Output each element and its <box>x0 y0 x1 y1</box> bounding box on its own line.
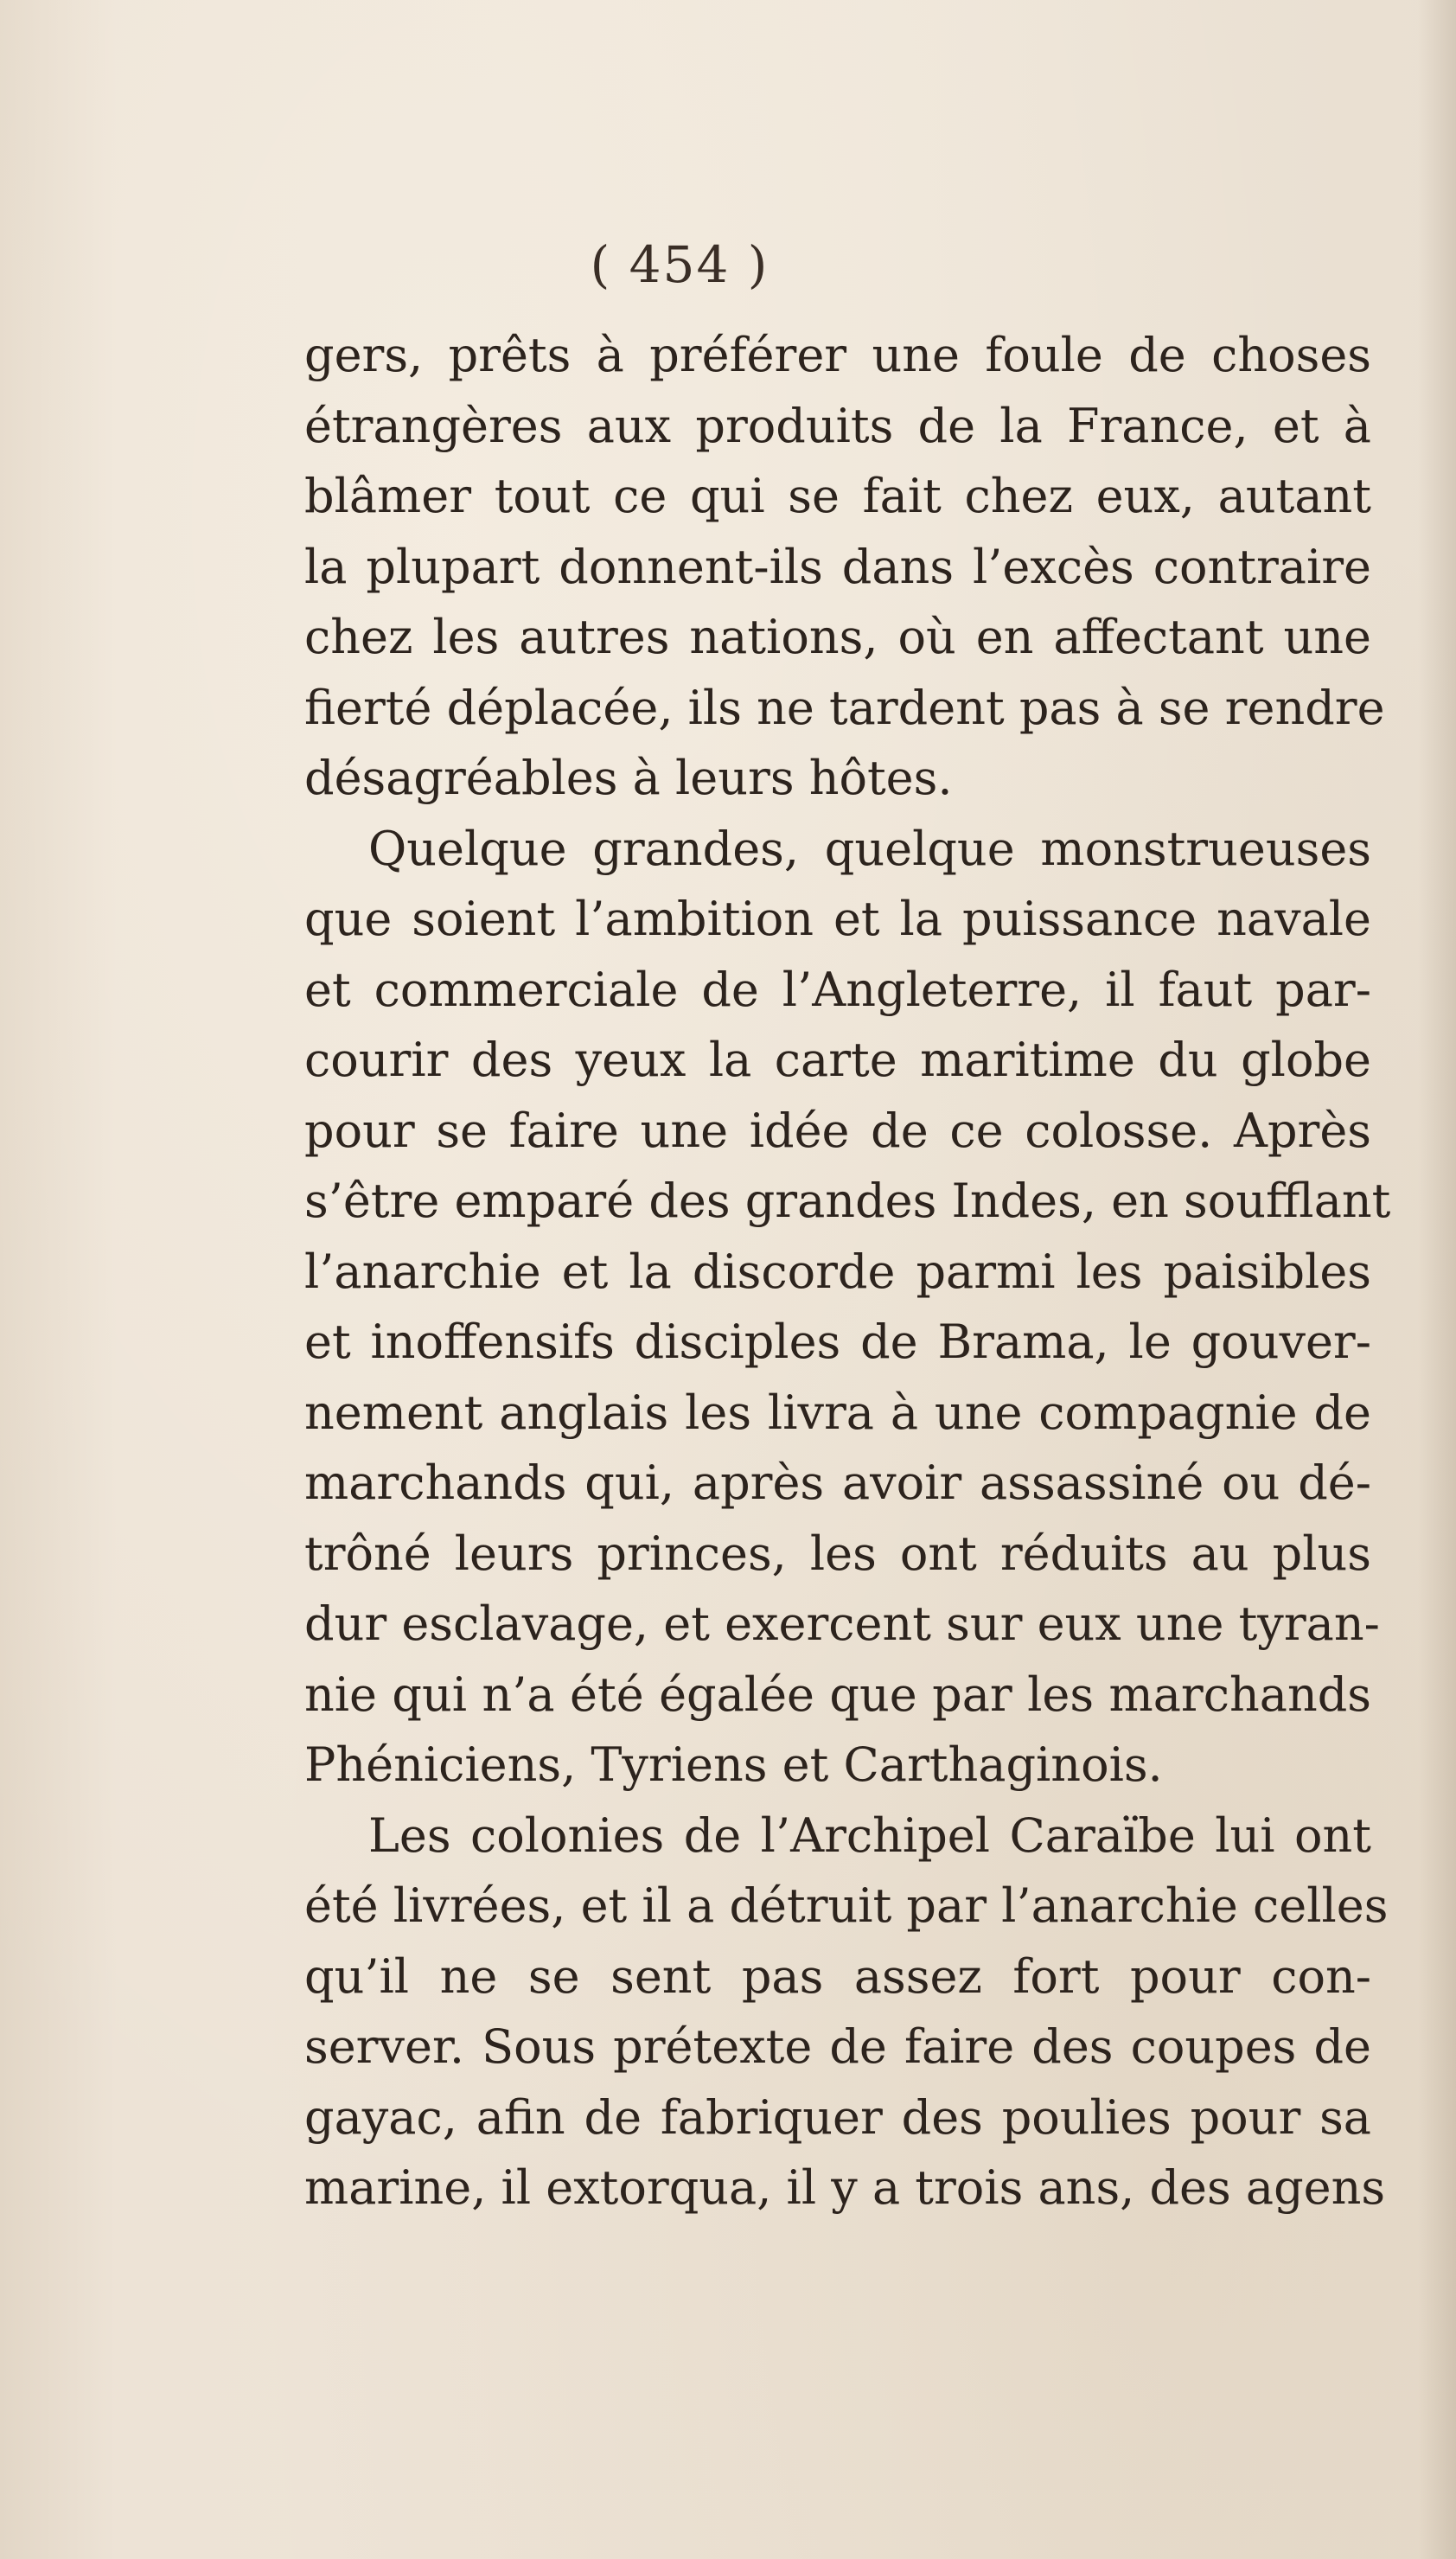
page-number: ( 454 ) <box>590 235 770 294</box>
text-line: qu’il ne se sent pas assez fort pour con- <box>304 1948 1371 2004</box>
text-line: s’être emparé des grandes Indes, en soufflant <box>304 1174 1391 1228</box>
text-line: fierté déplacée, ils ne tardent pas à se rendre <box>304 680 1385 735</box>
text-line: server. Sous prétexte de faire des coupes de <box>304 2019 1371 2074</box>
body-text <box>304 320 1391 2223</box>
text-line: étrangères aux produits de la France, et à <box>304 398 1371 453</box>
text-line: nement anglais les livra à une compagnie de <box>304 1385 1371 1440</box>
text-line: été livrées, et il a détruit par l’anarchie celles <box>304 1878 1389 1933</box>
text-line: désagréables à leurs hôtes. <box>304 751 953 805</box>
text-line: pour se faire une idée de ce colosse. Après <box>304 1103 1371 1158</box>
text-line: et commerciale de l’Angleterre, il faut par- <box>304 962 1371 1017</box>
text-line: Phéniciens, Tyriens et Carthaginois. <box>304 1737 1163 1792</box>
text-line: courir des yeux la carte maritime du globe <box>304 1033 1371 1087</box>
page-edge-shadow <box>1418 0 1456 2559</box>
text-line: marchands qui, après avoir assassiné ou dé- <box>304 1455 1371 1510</box>
text-line: que soient l’ambition et la puissance navale <box>304 892 1371 946</box>
text-line: la plupart donnent-ils dans l’excès contraire <box>304 539 1371 594</box>
text-line: et inoffensifs disciples de Brama, le gouver- <box>304 1315 1371 1369</box>
text-line: marine, il extorqua, il y a trois ans, des agens <box>304 2160 1386 2215</box>
text-line: gers, prêts à préférer une foule de choses <box>304 328 1371 382</box>
text-line: l’anarchie et la discorde parmi les paisibles <box>304 1244 1371 1299</box>
text-line: nie qui n’a été égalée que par les marchands <box>304 1667 1371 1722</box>
text-line: Les colonies de l’Archipel Caraïbe lui ont <box>368 1807 1371 1863</box>
text-line: gayac, afin de fabriquer des poulies pour sa <box>304 2089 1371 2145</box>
text-line: dur esclavage, et exercent sur eux une tyran- <box>304 1596 1380 1651</box>
text-line: Quelque grandes, quelque monstrueuses <box>368 821 1371 876</box>
text-line: trôné leurs princes, les ont réduits au plus <box>304 1526 1371 1581</box>
text-line: blâmer tout ce qui se fait chez eux, autant <box>304 469 1371 523</box>
text-line: chez les autres nations, où en affectant une <box>304 610 1371 664</box>
